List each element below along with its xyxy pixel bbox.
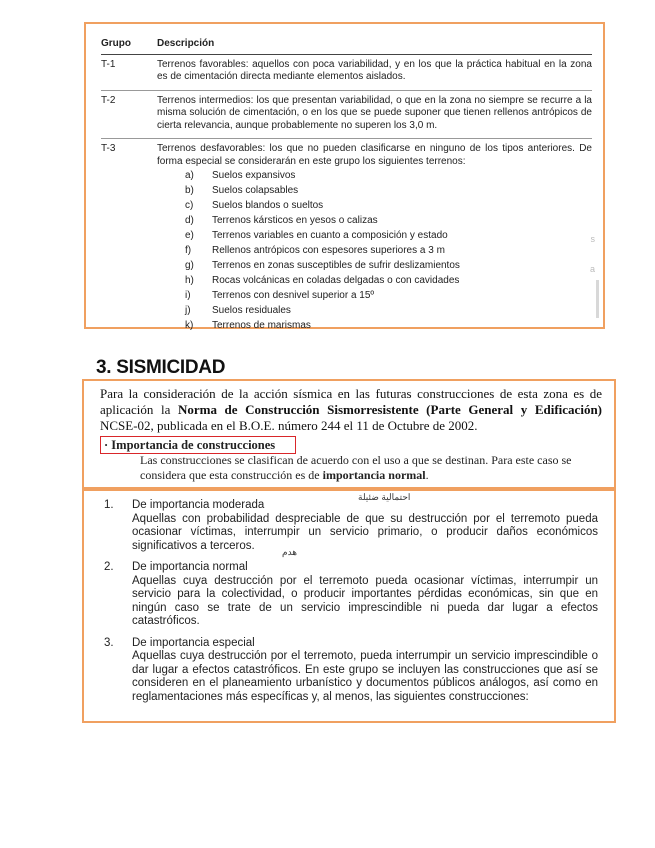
item-text: Aquellas con probabilidad despreciable de que su destrucción por el terremoto pueda ocasionar víctimas, interrumpir un servicio primario, o producir daños económicos significativos a terceros. <box>132 512 598 552</box>
list-item: i) Terrenos con desnivel superior a 15º <box>185 290 375 301</box>
seismic-frame <box>82 379 616 491</box>
list-item: c) Suelos blandos o sueltos <box>185 200 324 211</box>
edge-mark: s <box>590 234 595 244</box>
list-item: 1. De importancia moderada Aquellas con probabilidad despreciable de que su destrucción por el terremoto pueda ocasionar víctimas, interrumpir un servicio primario, o producir daños económicos significativos a terceros. <box>104 499 598 552</box>
importance-list <box>104 499 598 712</box>
list-item: e) Terrenos variables en cuanto a composición y estado <box>185 230 448 241</box>
terrain-table-frame <box>84 22 605 329</box>
arabic-annotation: احتمالية ضئيلة <box>358 492 411 502</box>
scrollbar[interactable] <box>596 280 599 318</box>
row-group: T-3 <box>101 143 116 154</box>
table-row <box>101 139 592 339</box>
row-description: Terrenos intermedios: los que presentan variabilidad, o que en la zona no siempre se recurre a la misma solución de cimentación, o en los que se puede suponer que tienen rellenos antrópicos de cierta relevancia, aunque probablemente no superen los 3,0 m. <box>157 94 592 131</box>
list-item: g) Terrenos en zonas susceptibles de sufrir deslizamientos <box>185 260 460 271</box>
header-description: Descripción <box>157 38 215 49</box>
importance-heading: · Importancia de construcciones <box>100 436 296 454</box>
header-group: Grupo <box>101 38 131 49</box>
table-row <box>101 91 592 140</box>
row-description: Terrenos favorables: aquellos con poca variabilidad, y en los que la práctica habitual en la zona es de cimentación directa mediante elementos aislados. <box>157 58 592 82</box>
importance-list-frame <box>82 487 616 723</box>
item-title: De importancia moderada <box>132 499 265 511</box>
list-item: b) Suelos colapsables <box>185 185 299 196</box>
list-item: k) Terrenos de marismas <box>185 320 311 331</box>
row-description: Terrenos desfavorables: los que no pueden clasificarse en ninguno de los tipos anteriores. De forma especial se considerarán en este grupo los siguientes terrenos: <box>157 143 592 167</box>
seismic-paragraph: Para la consideración de la acción sísmica en las futuras construcciones de esta zona es de aplicación la Norma de Construcción Sismorresistente (Parte General y Edificación) NCSE-02, publicada en el B.O.E. número 244 el 11 de Octubre de 2002. <box>100 386 602 433</box>
row-description-t3 <box>157 143 592 333</box>
row-group: T-1 <box>101 58 116 70</box>
list-item: d) Terrenos kársticos en yesos o calizas <box>185 215 378 226</box>
importance-normal: importancia normal <box>322 468 426 482</box>
arabic-annotation: هدم <box>282 547 298 557</box>
list-item: j) Suelos residuales <box>185 305 291 316</box>
norm-name: Norma de Construcción Sismorresistente (Parte General y Edificación) <box>177 402 602 417</box>
table-header <box>101 38 592 55</box>
edge-mark: a <box>589 264 595 274</box>
list-item: 3. De importancia especial Aquellas cuya destrucción por el terremoto, pueda interrumpir un servicio imprescindible o dar lugar a efectos catastróficos. En este grupo se incluyen las construcciones que así se consideren en el planeamiento urbanístico y documentos públicos análogos, así como en reglamentaciones más específicas y, al menos, las siguientes construcciones: <box>104 636 598 703</box>
row-group: T-2 <box>101 94 116 106</box>
item-title: De importancia especial <box>132 636 255 649</box>
table-row <box>101 55 592 91</box>
item-text: Aquellas cuya destrucción por el terremoto, pueda interrumpir un servicio imprescindible o dar lugar a efectos catastróficos. En este grupo se incluyen las construcciones que así se consideren en el planeamiento urbanístico y documentos públicos análogos, así como en reglamentaciones más específicas y, al menos, las siguientes construcciones: <box>132 650 598 703</box>
list-item: h) Rocas volcánicas en coladas delgadas o con cavidades <box>185 275 460 286</box>
item-text: Aquellas cuya destrucción por el terremoto pueda ocasionar víctimas, interrumpir un servicio para la colectividad, o producir importantes pérdidas económicas, sin que en ningún caso se trate de un servicio imprescindible ni pueda dar lugar a efectos catastróficos. <box>132 574 598 627</box>
terrain-table <box>101 38 592 339</box>
list-item: 2. De importancia normal Aquellas cuya destrucción por el terremoto pueda ocasionar víctimas, interrumpir un servicio para la colectividad, o producir importantes pérdidas económicas, sin que en ningún caso se trate de un servicio imprescindible ni pueda dar lugar a efectos catastróficos. <box>104 561 598 627</box>
item-title: De importancia normal <box>132 561 248 573</box>
section-title: 3. SISMICIDAD <box>96 357 226 378</box>
list-item: f) Rellenos antrópicos con espesores superiores a 3 m <box>185 245 445 256</box>
importance-text: Las construcciones se clasifican de acuerdo con el uso a que se destinan. Para este caso se considera que esta construcción es de importancia normal. <box>140 453 572 482</box>
list-item: a) Suelos expansivos <box>185 170 296 181</box>
